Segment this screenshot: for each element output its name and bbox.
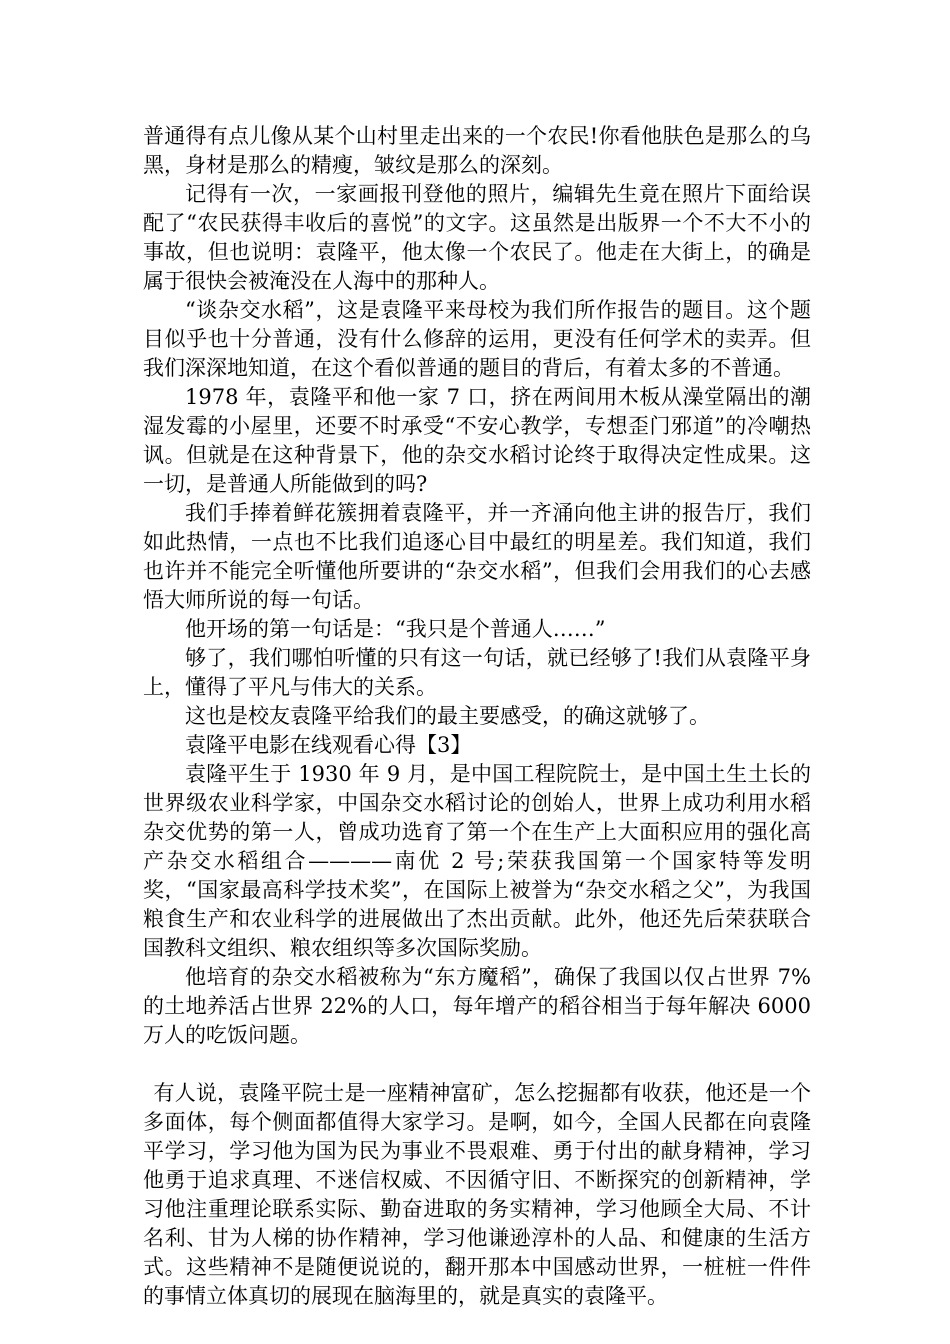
document-body bbox=[143, 122, 811, 1311]
paragraph-6: 他开场的第一句话是：“我只是个普通人……” bbox=[185, 617, 606, 641]
section-heading: 袁隆平电影在线观看心得【3】 bbox=[185, 733, 472, 757]
paragraph-9: 袁隆平生于 1930 年 9 月，是中国工程院院士，是中国土生土长的世界级农业科学家，中国杂交水稻讨论的创始人，世界上成功利用水稻杂交优势的第一人，曾成功选育了第一个在生产上大面积应用的强化高产杂交水稻组合————南优 2 号;荣获我国第一个国家特等发明奖，“国家最高科学技术奖”，在国际上被誉为“杂交水稻之父”，为我国粮食生产和农业科学的进展做出了杰出贡献。此外，他还先后荣获联合国教科文组织、粮农组织等多次国际奖励。 bbox=[143, 762, 811, 960]
paragraph-10: 他培育的杂交水稻被称为“东方魔稻”，确保了我国以仅占世界 7%的土地养活占世界 22%的人口，每年增产的稻谷相当于每年解决 6000 万人的吃饭问题。 bbox=[143, 965, 811, 1047]
blank-line bbox=[143, 1050, 811, 1079]
paragraph-4: 1978 年，袁隆平和他一家 7 口，挤在两间用木板从澡堂隔出的潮湿发霉的小屋里，还要不时承受“不安心教学，专想歪门邪道”的冷嘲热讽。但就是在这种背景下，他的杂交水稻讨论终于取得决定性成果。这一切，是普通人所能做到的吗? bbox=[143, 385, 811, 496]
paragraph-8: 这也是校友袁隆平给我们的最主要感受，的确这就够了。 bbox=[185, 704, 710, 728]
paragraph-1: 普通得有点儿像从某个山村里走出来的一个农民!你看他肤色是那么的乌黑，身材是那么的精瘦，皱纹是那么的深刻。 bbox=[143, 124, 811, 177]
paragraph-5: 我们手捧着鲜花簇拥着袁隆平，并一齐涌向他主讲的报告厅，我们如此热情，一点也不比我们追逐心目中最红的明星差。我们知道，我们也许并不能完全听懂他所要讲的“杂交水稻”，但我们会用我们的心去感悟大师所说的每一句话。 bbox=[143, 501, 811, 612]
paragraph-3: “谈杂交水稻”，这是袁隆平来母校为我们所作报告的题目。这个题目似乎也十分普通，没有什么修辞的运用，更没有任何学术的卖弄。但我们深深地知道，在这个看似普通的题目的背后，有着太多的不普通。 bbox=[143, 298, 811, 380]
paragraph-11: 有人说，袁隆平院士是一座精神富矿，怎么挖掘都有收获，他还是一个多面体，每个侧面都值得大家学习。是啊，如今，全国人民都在向袁隆平学习，学习他为国为民为事业不畏艰难、勇于付出的献身精神，学习他勇于追求真理、不迷信权威、不因循守旧、不断探究的创新精神，学习他注重理论联系实际、勤奋进取的务实精神，学习他顾全大局、不计名利、甘为人梯的协作精神，学习他谦逊淳朴的人品、和健康的生活方式。这些精神不是随便说说的，翻开那本中国感动世界，一桩桩一件件的事情立体真切的展现在脑海里的，就是真实的袁隆平。 bbox=[143, 1081, 811, 1308]
paragraph-2: 记得有一次，一家画报刊登他的照片，编辑先生竟在照片下面给误配了“农民获得丰收后的喜悦”的文字。这虽然是出版界一个不大不小的事故，但也说明：袁隆平，他太像一个农民了。他走在大街上，的确是属于很快会被淹没在人海中的那种人。 bbox=[143, 182, 811, 293]
paragraph-7: 够了，我们哪怕听懂的只有这一句话，就已经够了!我们从袁隆平身上，懂得了平凡与伟大的关系。 bbox=[143, 646, 811, 699]
